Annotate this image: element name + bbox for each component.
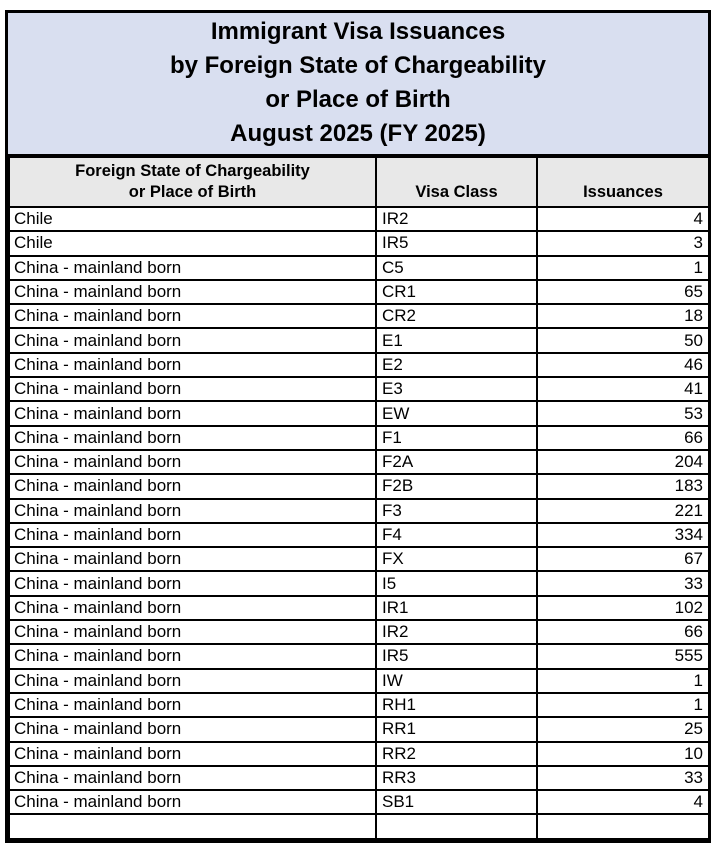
table-row xyxy=(9,547,709,571)
table-row xyxy=(9,766,709,790)
visa-class-cell: F3 xyxy=(376,499,537,523)
issuances-cell: 102 xyxy=(537,596,709,620)
table-row xyxy=(9,353,709,377)
table-row xyxy=(9,304,709,328)
issuances-cell: 41 xyxy=(537,377,709,401)
table-row xyxy=(9,644,709,668)
header-state-of-chargeability xyxy=(9,157,376,207)
state-cell xyxy=(9,814,376,838)
visa-issuances-table xyxy=(8,156,710,840)
table-row xyxy=(9,207,709,231)
issuances-cell: 53 xyxy=(537,401,709,425)
state-cell: China - mainland born xyxy=(9,766,376,790)
header-state-line-1: Foreign State of Chargeability xyxy=(75,162,310,180)
table-row xyxy=(9,280,709,304)
table-header xyxy=(9,157,709,207)
visa-class-cell: SB1 xyxy=(376,790,537,814)
issuances-cell: 1 xyxy=(537,256,709,280)
state-cell: China - mainland born xyxy=(9,426,376,450)
table-row xyxy=(9,620,709,644)
visa-class-cell: RR2 xyxy=(376,742,537,766)
title-line-3: or Place of Birth xyxy=(265,86,451,113)
state-cell: China - mainland born xyxy=(9,693,376,717)
state-cell: China - mainland born xyxy=(9,644,376,668)
header-state-line-2: or Place of Birth xyxy=(128,183,257,201)
visa-class-cell: F4 xyxy=(376,523,537,547)
state-cell: China - mainland born xyxy=(9,620,376,644)
state-cell: China - mainland born xyxy=(9,717,376,741)
title-line-2: by Foreign State of Chargeability xyxy=(169,52,547,79)
table-row xyxy=(9,669,709,693)
visa-report-document xyxy=(5,10,711,843)
state-cell: China - mainland born xyxy=(9,547,376,571)
issuances-cell: 10 xyxy=(537,742,709,766)
document-title-block xyxy=(8,13,708,156)
state-cell: China - mainland born xyxy=(9,256,376,280)
table-row xyxy=(9,523,709,547)
state-cell: China - mainland born xyxy=(9,523,376,547)
table-row xyxy=(9,693,709,717)
table-row xyxy=(9,377,709,401)
state-cell: China - mainland born xyxy=(9,742,376,766)
state-cell: China - mainland born xyxy=(9,353,376,377)
issuances-cell: 3 xyxy=(537,231,709,255)
issuances-cell: 66 xyxy=(537,620,709,644)
state-cell: China - mainland born xyxy=(9,304,376,328)
state-cell: China - mainland born xyxy=(9,401,376,425)
state-cell: China - mainland born xyxy=(9,450,376,474)
title-line-1: Immigrant Visa Issuances xyxy=(210,18,506,45)
table-row xyxy=(9,474,709,498)
visa-class-cell: C5 xyxy=(376,256,537,280)
visa-class-cell: IR2 xyxy=(376,620,537,644)
visa-class-cell: RR1 xyxy=(376,717,537,741)
visa-class-cell: IR2 xyxy=(376,207,537,231)
table-row xyxy=(9,401,709,425)
issuances-cell: 1 xyxy=(537,693,709,717)
table-row xyxy=(9,256,709,280)
issuances-cell: 1 xyxy=(537,669,709,693)
table-row xyxy=(9,231,709,255)
issuances-cell: 67 xyxy=(537,547,709,571)
visa-class-cell: CR1 xyxy=(376,280,537,304)
visa-class-cell: RH1 xyxy=(376,693,537,717)
title-line-4: August 2025 (FY 2025) xyxy=(230,120,486,147)
state-cell: China - mainland born xyxy=(9,669,376,693)
state-cell: China - mainland born xyxy=(9,790,376,814)
visa-class-cell: E1 xyxy=(376,328,537,352)
table-row xyxy=(9,717,709,741)
state-cell: China - mainland born xyxy=(9,596,376,620)
visa-class-cell: EW xyxy=(376,401,537,425)
state-cell: China - mainland born xyxy=(9,499,376,523)
issuances-cell: 50 xyxy=(537,328,709,352)
header-visa-class: Visa Class xyxy=(376,157,537,207)
issuances-cell: 33 xyxy=(537,571,709,595)
table-row xyxy=(9,499,709,523)
visa-class-cell: CR2 xyxy=(376,304,537,328)
state-cell: China - mainland born xyxy=(9,571,376,595)
visa-class-cell: IR1 xyxy=(376,596,537,620)
issuances-cell: 33 xyxy=(537,766,709,790)
visa-class-cell: F2B xyxy=(376,474,537,498)
issuances-cell: 66 xyxy=(537,426,709,450)
table-row xyxy=(9,596,709,620)
issuances-cell: 204 xyxy=(537,450,709,474)
visa-class-cell: FX xyxy=(376,547,537,571)
table-row xyxy=(9,328,709,352)
issuances-cell: 18 xyxy=(537,304,709,328)
issuances-cell: 4 xyxy=(537,790,709,814)
visa-class-cell: IR5 xyxy=(376,644,537,668)
issuances-cell: 65 xyxy=(537,280,709,304)
table-row xyxy=(9,450,709,474)
state-cell: China - mainland born xyxy=(9,377,376,401)
visa-class-cell: F2A xyxy=(376,450,537,474)
state-cell: China - mainland born xyxy=(9,280,376,304)
table-row xyxy=(9,790,709,814)
header-issuances: Issuances xyxy=(537,157,709,207)
header-row xyxy=(9,157,709,207)
table-row xyxy=(9,814,709,838)
visa-class-cell: E2 xyxy=(376,353,537,377)
issuances-cell: 25 xyxy=(537,717,709,741)
visa-class-cell: I5 xyxy=(376,571,537,595)
issuances-cell: 555 xyxy=(537,644,709,668)
issuances-cell: 221 xyxy=(537,499,709,523)
visa-class-cell: RR3 xyxy=(376,766,537,790)
visa-class-cell: E3 xyxy=(376,377,537,401)
state-cell: China - mainland born xyxy=(9,328,376,352)
issuances-cell xyxy=(537,814,709,838)
table-row xyxy=(9,426,709,450)
issuances-cell: 46 xyxy=(537,353,709,377)
state-cell: Chile xyxy=(9,207,376,231)
table-row xyxy=(9,571,709,595)
issuances-cell: 4 xyxy=(537,207,709,231)
table-row xyxy=(9,742,709,766)
state-cell: Chile xyxy=(9,231,376,255)
issuances-cell: 183 xyxy=(537,474,709,498)
issuances-cell: 334 xyxy=(537,523,709,547)
table-body xyxy=(9,207,709,839)
visa-class-cell: IR5 xyxy=(376,231,537,255)
visa-class-cell xyxy=(376,814,537,838)
visa-class-cell: IW xyxy=(376,669,537,693)
visa-class-cell: F1 xyxy=(376,426,537,450)
state-cell: China - mainland born xyxy=(9,474,376,498)
